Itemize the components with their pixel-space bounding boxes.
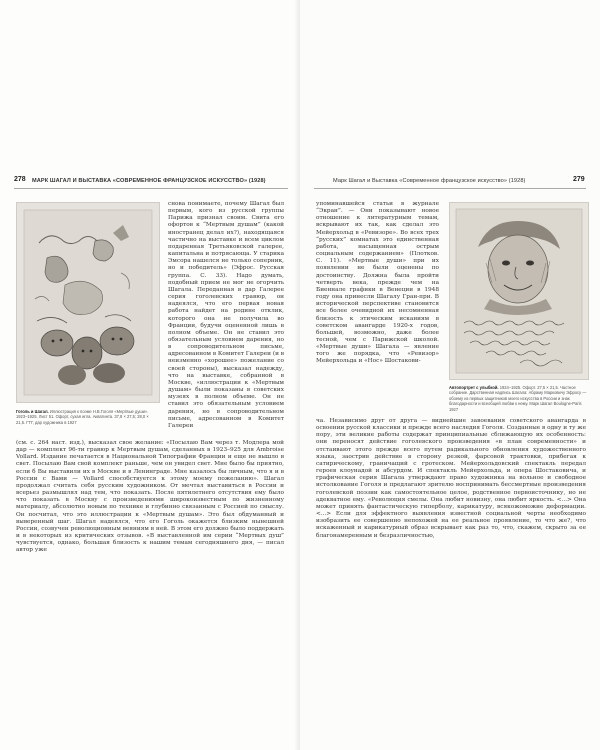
etching-self-portrait-smiling [449,202,589,380]
paragraph: снова понимаете, почему Шагал был первым, кого из русской группы Парижа признал своим. Свита его офортов к “Мертвым душам” (какой иностранец делал их?), находящаяся частично на выставке и всем циклом подаренная Третьяковской галерее, капитальна и потрясающа. У старика Эмсора нашелся не только соперник, но и победитель» (Эфрос. Русская группа. С. 33). Надо думать, подобный прием не мог не огорчить Шагала. Переданная в дар Галерее серия гоголевских гравюр, он надеялся, что его первая новая работа найдет на родине отклик, которого она не получила во Франции, будучи оцененной лишь в полном объеме. Он не ставил это обязательным условием дарения, но в сопроводительном письме, адресованном в Комитет Галереи (и в неизменно «хорошее» пожелание со своей стороны), высказал надежду, что на выставке, собранной в Москве, «иллюстрации к «Мертвым душам» были показаны в советских музеях в полном объеме. Он не ставил это обязательным условием дарения, но в сопроводительном письме, адресованном в Комитет Галереи [168,201,284,429]
running-head: МАРК ШАГАЛ И ВЫСТАВКА «СОВРЕМЕННОЕ ФРАНЦУЗСКОЕ ИСКУССТВО» (1928) [32,178,266,184]
running-head: Марк Шагал и Выставка «Современное французское искусство» (1928) [333,178,526,184]
portrait-icon [450,203,588,379]
figure-caption [449,385,587,412]
figure-caption [16,409,158,425]
etching-icon [17,203,159,402]
lower-text-column [316,418,586,540]
upper-text-column [168,201,284,430]
paragraph: упоминавшейся статьи в журнале “Экран”. — Они показывают новое отношение к литературным темам, вскрывают их так, как сделал это Мейерхольд в «Ревизоре». Во всех трех “русских” комнатах это единственная работа, насыщенная острым социальным содержанием» (Плотков. С. 11). «Мертвые души» при их появлении не были оценены по достоинству. Должна была пройти четверть века, прежде чем на Биеннале графики в Венеции в 1948 году она принесли Шагалу Гран-при. В исторической перспективе становится все более очевидной их несомненная близость к этическим исканиям в советском авангарде 1920-х годов, большей, возможно, даже более тесной, чем с Парижской школой. «Мертвые души» Шагала — явление того же порядка, что «Ревизор» Мейерхольда и «Нос» Шостакови- [316,201,439,365]
paragraph: ча. Независимо друг от друга — виднейшие завоевания советского авангарда в освоении русской классики и прежде всего наследия Гоголя. Созданные в одну и ту же пору, эти великие работы содержат принципиальные сближающую их особенность: они переносят действие гоголевского произведения «в план современности» и отстаивают этого прежде всего путем радикального обновления художественного языка, заострив действие в сторону резкой, фарсовой трактовки, прибегая к сатирическому, граничащий с гротеском. Мейерхольдовский спектакль передал героев клоунадой и абсурдом. И спектакль Мейерхольда, и опера Шостаковича, и графическая серия Шагала утверждают право художника на вольное и свободное истолкование Гоголя и предлагают зрителю воспринимать бессмертные произведения гоголевской поэзии как самостоятельное целое, родственное первоисточнику, но не адекватное ему. «Революция смелы. Она любит новизну, она любит яркость. <...> Она может принять фантастическую гиперболу, карикатуру, всякожоможие деформации. <...> Если для эффектного выявления известной социальной черты необходимо изобразить ее совершенно непохожей на ее реальное проявление, то что же?, что искаженный и карикатурный образ вскрывает как раз то, что, скажем, скрыто за ее благонамеренным и безразличностью, [316,418,586,539]
etching-illustration-gogol [16,202,160,403]
caption-text: Иллюстрация к поэме Н.В.Гоголя «Мертвые души». 1923–1925. Лист 51. Офорт, сухая игла. Акватинта. 37,8 × 27,5; 28,0 × 21,5. ГТГ, дар художника в 1927 [16,409,149,425]
upper-text-column [316,201,439,366]
caption-title: Гоголь и Шагал. [16,409,49,414]
paragraph: (см. с. 264 наст. изд.), высказал свое желание: «Посылаю Вам через т. Модлера мой дар — комплект 96-ти гравюр к Мертвым душам, сделанных в 1923–925 для Ambroise Vollard. Издание печатается в Национальной Типографии Франции и еще не вышло в свет. Посылаю Вам свой комплект раньше, чем он увидел свет. Мне было бы приятно, если б Вы выставили их в Москве и в Ленинграде. Мне казалось бы личным, что я и в России с Вами — Vollard способствуется к этому моему пожеланию». Шагал продолжал считать себя русским художником. От мечтал выставиться в России и всерьез размышлял над тем, что показать. После пятилетнего отсутствия ему было что показать в Москву с произведениями широкоизвестным по жизненному материалу, абсолютно новым по технике и глубинно связанным с Россией по смыслу. Он посчитал, что это иллюстрации к «Мертвым душам». Это был обдуманный и выверенный шаг. Шагал надеялся, что его Гоголь окажется близким нынешней России, созвучен революционным веяниям в ней. В этом его должно было поддержать и в некоторых из критических отзывов. «В выставленной им серии “Мертвых душ” чувствуется, однако, большая близость к нашим темам сегодняшнего дня, — писал автор уже [16,440,284,554]
caption-text: 1924–1925. Офорт. 27,5 × 21,5. Частное собрание. Дарственная надпись Шагала: Абраму Марковичу Эфросу — обоему из первых защитников моего искусства в России и знак благодарности и всеобщей любви к нему. Марк Шагал Boulogne-Paris 1927 [449,385,587,412]
lower-text-column [16,440,284,555]
page-number: 279 [573,176,585,183]
page-number: 278 [14,176,26,183]
caption-title: Автопортрет с улыбкой. [449,385,499,390]
right-page [300,0,600,750]
header-rule [14,188,288,189]
header-rule [314,188,586,189]
